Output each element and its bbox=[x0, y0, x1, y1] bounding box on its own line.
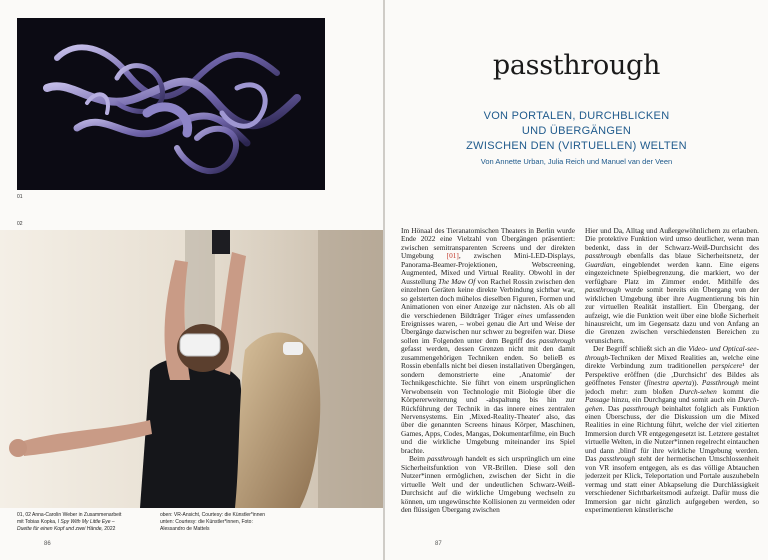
title-line-1: VON PORTALEN, DURCHBLICKEN bbox=[483, 110, 670, 122]
left-page bbox=[0, 0, 383, 560]
caption-line-1: 01, 02 Anna-Carolin Weber in Zusammenarbeit bbox=[17, 512, 122, 518]
paragraph: Der Begriff schließt sich an die Video- und Optical-see-through-Techniken der Mixed Realities an, welche eine direkte Verbindung zum traditionellen perspicere¹ der Perspektive eröffnen (die ‚Durchsicht' des Bildes als geöffnetes Fenster (finestra aperta)). Passthrough meint jedoch mehr: zum bloßen Durch-sehen kommt die Passage hinzu, ein Durchgang und somit auch ein Durch-gehen. Das passthrough beinhaltet folglich als Funktion einen Überschuss, der die Diskussion um die Mixed Realities in eine Richtung führt, welche der viel zitierten Immersion durch VR entgegengesetzt ist. Letztere gestaltet virtuelle Welten, in die Nutzer*innen regelrecht eintauchen und dann ‚blind' für ihre wirkliche Umgebung werden. Das passthrough steht der hermetischen Umschlossenheit von VR insofern entgegen, als es das völlige Abtauchen jederzeit per Klick, Teleportation und Portale auszuhebeln vermag und statt einer Abkapselung die Durchlässigkeit verschiedener Sichtbarkeitsmodi aufzeigt. Dafür muss die Immersion gar nicht gänzlich aufgegeben werden, so experimentieren künstlerische bbox=[585, 344, 759, 514]
vr-ribbon-image bbox=[17, 18, 325, 190]
performance-photo bbox=[0, 230, 383, 508]
page-number-left: 86 bbox=[44, 541, 51, 547]
body-column-1 bbox=[401, 227, 575, 527]
caption-credit-1: oben: VR-Ansicht, Courtesy: die Künstler*innen bbox=[160, 512, 266, 518]
caption-line-2: mit Tobias Kopka, I Spy With My Little Eye – bbox=[17, 519, 115, 525]
caption-line-3: Duette für einen Kopf und zwei Hände, 2022 bbox=[17, 526, 116, 532]
figure-reference: [01] bbox=[446, 251, 459, 261]
body-column-2 bbox=[585, 227, 759, 527]
article-headword: passthrough bbox=[492, 50, 661, 81]
figure-label-02: 02 bbox=[17, 221, 23, 227]
performer-vr-photo-graphic bbox=[0, 230, 383, 508]
title-line-3: ZWISCHEN DEN (VIRTUELLEN) WELTEN bbox=[466, 140, 687, 152]
article-title bbox=[385, 109, 768, 154]
article-authors: Von Annette Urban, Julia Reich und Manuel van der Veen bbox=[480, 157, 673, 166]
caption-credit-3: Alessandro de Mattels bbox=[160, 526, 210, 532]
paragraph: Hier und Da, Alltag und Außergewöhnlichem zu erlauben. Die protektive Funktion wird umso deutlicher, wenn man bedenkt, dass in der Schwarz-Weiß-Durchsicht des passthrough ebenfalls das blaue Sicherheitsnetz, der Guardian, eingeblendet werden kann. Eine eigens eingezeichnete Spielbegrenzung, die markiert, wo der verfügbare Platz im Zimmer endet. Mithilfe des passthrough wurde somit bereits ein Übergang von der wirklichen Umgebung über ihre Augmentierung bis hin zur virtuellen Realität installiert. Ein Übergang, der aufzeigt, wie die Funktion weit über eine bloße Sicherheit hinausreicht, um im Gegensatz dazu und von Anfang an die Grenzen zwischen verschiedensten Bereichen zu verunsichern. bbox=[585, 227, 759, 345]
title-line-2: UND ÜBERGÄNGEN bbox=[521, 125, 632, 137]
paragraph: Im Hönaal des Tieranatomischen Theaters in Berlin wurde Ende 2022 eine Vielzahl von Übergängen präsentiert: zwischen semitransparenten Screens und der direkten Umgebung [01], zwischen Mini-LED-Displays, Panorama-Beamer-Projektionen, Webscreening, Augmented, Mixed und Virtual Reality. Obwohl in der Ausstellung The Maw Of von Rachel Rossin zwischen den einzelnen Geräten keine direkte Verbindung sichtbar war, so gelsterten doch mühelos dieselben Figuren, Formen und Animationen von einer Anzeige zur nächsten. Als ob all die verschiedenen Bildträger Träger eines umfassenden Ereignisses waren, – wobei genau die Art und Weise der Übergänge dazwischen nur schwer zu begreifen war. Diese sollen im Folgenden unter dem Begriff des passthrough gefasst werden, dessen Grenzen nicht mit den damit zusammengehörigen Techniken enden. So belieB es Rossin ebenfalls nicht bei diesen installativen Übergängen, sondern demonstrierte eine ‚Anatomie' der Technikgeschichte. Sie führt von einem ursprünglichen Verwobensein von Technologie mit Biologie über die Körpererweiterung und -abspaltung bis hin zur Rückführung der Technik in das innere eines zentralen Nervensystems. Ein ‚Mixed-Reality-Theater' also, das über die genannten Screens hinaus Körper, Maschinen, Games, Apps, Codes, Mangas, Dokumentarfilme, ein Buch und die wirkliche Umgebung miteinander ins Spiel brachte. bbox=[401, 227, 575, 455]
figure-label-01: 01 bbox=[17, 194, 23, 200]
caption-left bbox=[17, 512, 121, 533]
caption-right bbox=[160, 512, 265, 533]
caption-credit-2: unten: Courtesy: die Künstler*innen, Foto: bbox=[160, 519, 253, 525]
page-number-right: 87 bbox=[435, 541, 442, 547]
ribbon-sculpture-graphic bbox=[17, 18, 325, 190]
paragraph: Beim passthrough handelt es sich ursprünglich um eine Sicherheitsfunktion von VR-Brillen. Diese soll den Nutzer*innen ermöglichen, zwischen der Sicht in die virtuelle Welt und der undeutlichen Schwarz-Weiß-Durchsicht auf die wirkliche Umgebung wechseln zu können, um ungewünschte Kollisionen zu vermeiden oder den flüssigen Übergang zwischen bbox=[401, 454, 575, 514]
right-page bbox=[385, 0, 768, 560]
